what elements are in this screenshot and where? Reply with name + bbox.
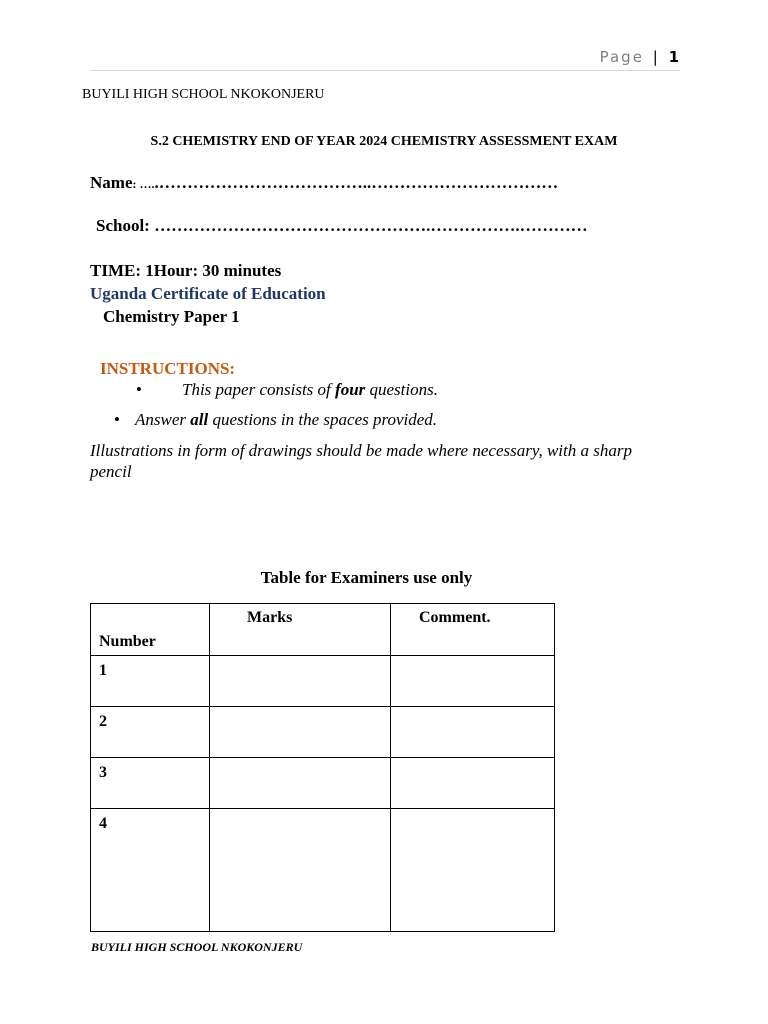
number-cell	[91, 707, 210, 758]
marks-cell	[210, 809, 391, 932]
exam-time: TIME: 1Hour: 30 minutes	[90, 261, 282, 280]
marks-cell	[210, 758, 391, 809]
school-header: BUYILI HIGH SCHOOL NKOKONJERU	[82, 87, 325, 102]
table-title: Table for Examiners use only	[260, 568, 473, 587]
table-row	[91, 809, 555, 932]
number-cell	[91, 758, 210, 809]
name-field	[90, 173, 558, 193]
instruction-2-emphasis: all	[190, 410, 209, 429]
school-field	[96, 216, 588, 236]
page-separator: |	[652, 48, 658, 66]
marks-cell	[210, 707, 391, 758]
name-dots: .………………………………..……………………………	[154, 173, 559, 192]
header-comment-cell	[391, 604, 555, 656]
row-number: 3	[99, 764, 107, 781]
header-comment: Comment.	[419, 609, 491, 626]
instruction-text-1	[182, 380, 438, 400]
instruction-item-1	[0, 380, 768, 402]
exam-board: Uganda Certificate of Education	[90, 284, 326, 303]
table-row	[91, 656, 555, 707]
instruction-2-pre: Answer	[135, 410, 191, 429]
table-row	[91, 707, 555, 758]
instruction-2-post: questions in the spaces provided.	[208, 410, 438, 429]
row-number: 1	[99, 662, 107, 679]
bullet-icon: •	[136, 380, 142, 399]
number-cell	[91, 656, 210, 707]
school-label: School:	[96, 216, 150, 235]
examiners-table	[90, 603, 555, 932]
header-number-cell	[91, 604, 210, 656]
header-marks: Marks	[247, 609, 293, 626]
number-cell	[91, 809, 210, 932]
header-marks-cell	[210, 604, 391, 656]
comment-cell	[391, 758, 555, 809]
instruction-1-pre: This paper consists of	[182, 380, 336, 399]
instruction-1-post: questions.	[365, 380, 438, 399]
name-label: Name	[90, 173, 133, 192]
instruction-item-2	[0, 410, 768, 432]
instruction-1-emphasis: four	[335, 380, 366, 399]
table-row	[91, 758, 555, 809]
table-header-row	[91, 604, 555, 656]
header-rule	[90, 70, 680, 71]
page-word: Page	[599, 48, 644, 66]
marks-cell	[210, 656, 391, 707]
page-number: 1	[668, 48, 679, 66]
drawing-instruction: Illustrations in form of drawings should be made where necessary, with a sharp pencil	[90, 441, 632, 481]
bullet-icon: •	[114, 410, 120, 429]
paper-name: Chemistry Paper 1	[103, 307, 240, 326]
exam-title: S.2 CHEMISTRY END OF YEAR 2024 CHEMISTRY ASSESSMENT EXAM	[150, 134, 618, 149]
instructions-heading: INSTRUCTIONS:	[100, 359, 236, 378]
comment-cell	[391, 656, 555, 707]
row-number: 2	[99, 713, 107, 730]
name-dots-small: : ….	[132, 177, 155, 191]
row-number: 4	[99, 815, 107, 832]
header-number: Number	[99, 633, 156, 650]
comment-cell	[391, 707, 555, 758]
page-number-label	[600, 48, 679, 66]
school-dots: ………………………………………….…………….…………	[154, 216, 588, 235]
footer-school: BUYILI HIGH SCHOOL NKOKONJERU	[91, 940, 303, 954]
instruction-text-2	[135, 410, 437, 430]
comment-cell	[391, 809, 555, 932]
